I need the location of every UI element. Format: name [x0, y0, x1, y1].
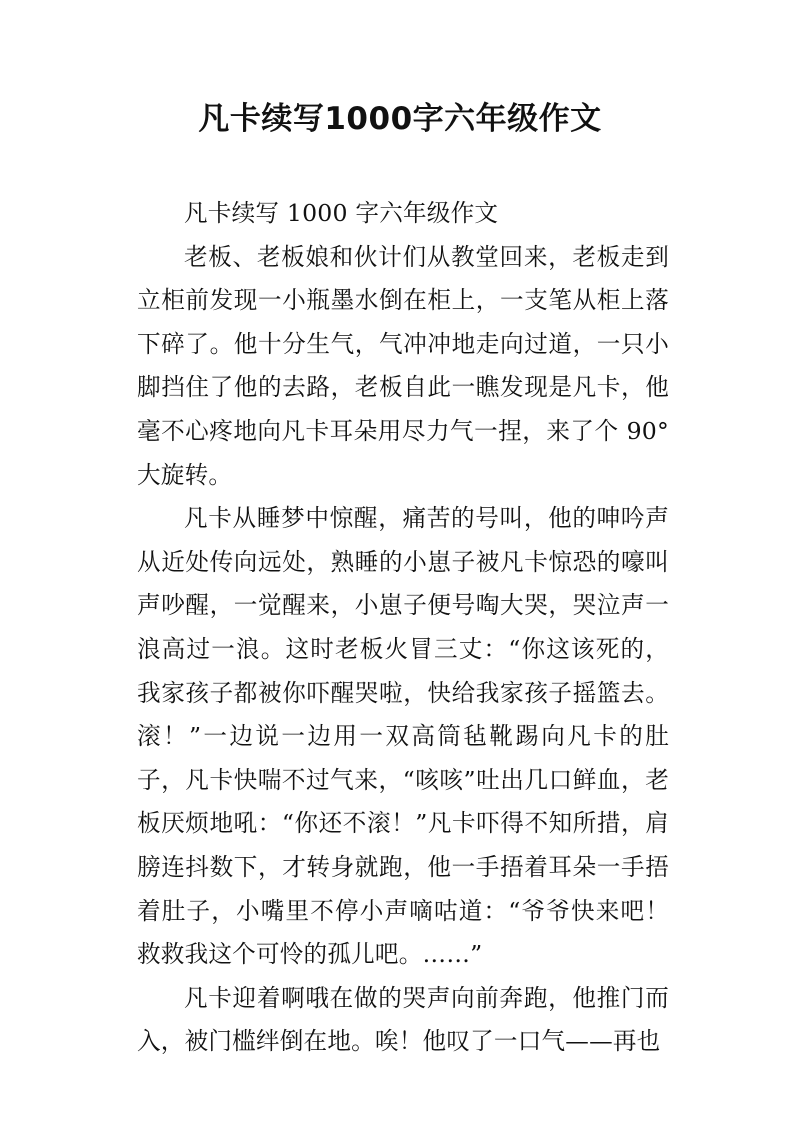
document-subtitle: 凡卡续写 1000 字六年级作文	[184, 199, 499, 227]
paragraph-1: 老板、老板娘和伙计们从教堂回来，老板走到立柜前发现一小瓶墨水倒在柜上，一支笔从柜上落下碎了。他十分生气，气冲冲地走向过道，一只小脚挡住了他的去路，老板自此一瞧发现是凡卡，他毫不心疼地向凡卡耳朵用尽力气一捏，来了个 90°大旋转。	[137, 242, 669, 489]
paragraph-2: 凡卡从睡梦中惊醒，痛苦的号叫，他的呻吟声从近处传向远处，熟睡的小崽子被凡卡惊恐的嚎叫声吵醒，一觉醒来，小崽子便号啕大哭，哭泣声一浪高过一浪。这时老板火冒三丈：“你这该死的，我家孩子都被你吓醒哭啦，快给我家孩子摇篮去。滚！”一边说一边用一双高筒毡靴踢向凡卡的肚子，凡卡快喘不过气来，“咳咳”吐出几口鲜血，老板厌烦地吼：“你还不滚！”凡卡吓得不知所措，肩膀连抖数下，才转身就跑，他一手捂着耳朵一手捂着肚子，小嘴里不停小声嘀咕道：“爷爷快来吧！救救我这个可怜的孤儿吧。……”	[137, 504, 669, 969]
document-title: 凡卡续写1000字六年级作文	[198, 101, 602, 137]
document-body	[137, 192, 669, 1064]
paragraph-3: 凡卡迎着啊哦在做的哭声向前奔跑，他推门而入，被门槛绊倒在地。唉！他叹了一口气——再也	[137, 983, 669, 1056]
